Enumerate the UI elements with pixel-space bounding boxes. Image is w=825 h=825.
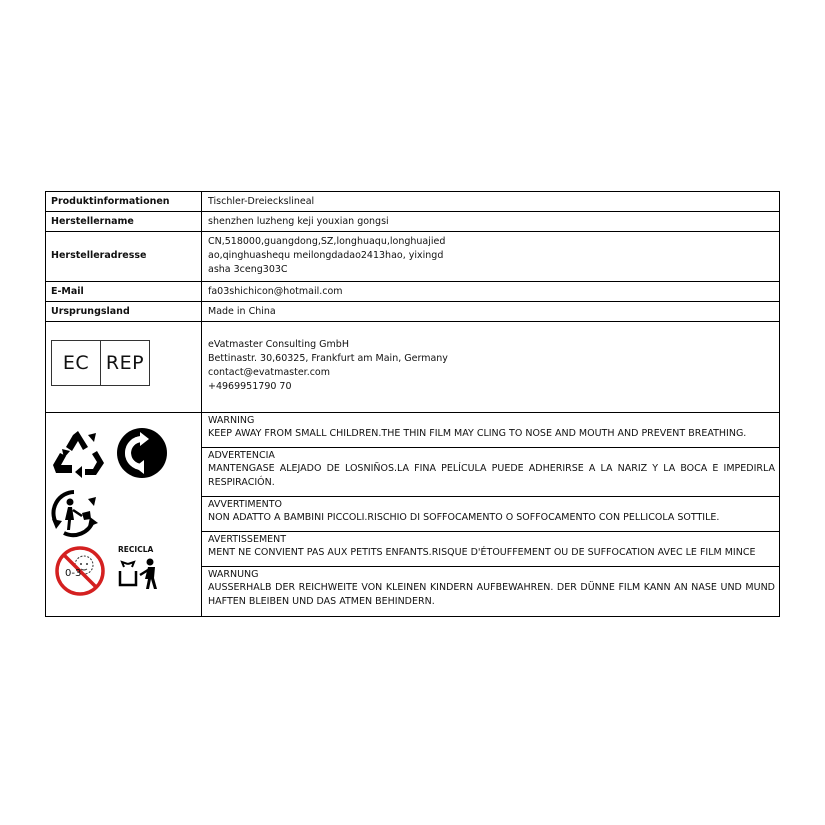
warning-heading: AVERTISSEMENT (208, 534, 287, 545)
warning-heading: ADVERTENCIA (208, 450, 275, 461)
warning-block-es (202, 448, 779, 497)
recycle-icon (52, 429, 104, 479)
ec-badge-text: EC (62, 352, 90, 374)
ec-rep-line: Bettinastr. 30,60325, Frankfurt am Main, Germany (208, 353, 448, 364)
warning-heading: AVVERTIMENTO (208, 499, 282, 510)
rep-badge-text: REP (100, 341, 149, 385)
warning-heading: WARNING (208, 415, 255, 426)
row-manufacturer-name (46, 212, 779, 232)
warning-block-it (202, 497, 779, 532)
ec-rep-line: eVatmaster Consulting GmbH (208, 339, 349, 350)
row-manufacturer-address (46, 232, 779, 282)
address-line: CN,518000,guangdong,SZ,longhuaqu,longhuajied (208, 236, 446, 247)
warning-text: KEEP AWAY FROM SMALL CHILDREN.THE THIN FILM MAY CLING TO NOSE AND MOUTH AND PREVENT BREATHING. (208, 428, 747, 439)
row-warnings (46, 413, 779, 616)
email-label: E-Mail (51, 286, 84, 297)
warning-text: MENT NE CONVIENT PAS AUX PETITS ENFANTS.RISQUE D'ÉTOUFFEMENT OU DE SUFFOCATION AVEC LE FILM MINCE (208, 547, 756, 558)
warning-block-de (202, 567, 779, 616)
manufacturer-address-value (208, 235, 445, 277)
warning-text: MANTENGASE ALEJADO DE LOSNIÑOS.LA FINA PELÍCULA PUEDE ADHERIRSE A LA NARIZ Y LA BOCA E IMPEDIRLA RESPIRACIÓN. (208, 463, 775, 488)
ec-rep-badge (51, 340, 150, 386)
ec-rep-line: contact@evatmaster.com (208, 367, 331, 378)
row-origin (46, 302, 779, 322)
email-value: fa03shichicon@hotmail.com (208, 286, 343, 297)
warning-heading: WARNUNG (208, 569, 259, 580)
manufacturer-address-label: Herstelleradresse (51, 250, 147, 261)
product-value: Tischler-Dreieckslineal (208, 196, 315, 207)
row-email (46, 282, 779, 302)
recicla-icon (118, 557, 164, 591)
origin-label: Ursprungsland (51, 306, 130, 317)
recicla-label: RECICLA (118, 545, 154, 554)
warning-block-fr (202, 532, 779, 567)
origin-value: Made in China (208, 306, 276, 317)
row-product (46, 192, 779, 212)
warning-block-en (202, 413, 779, 448)
age-badge: 0-3 (65, 568, 82, 579)
warning-text: NON ADATTO A BAMBINI PICCOLI.RISCHIO DI SOFFOCAMENTO O SOFFOCAMENTO CON PELLICOLA SOTTILE. (208, 512, 720, 523)
manufacturer-name-value: shenzhen luzheng keji youxian gongsi (208, 216, 389, 227)
tidyman-recycle-icon (50, 489, 108, 539)
manufacturer-name-label: Herstellername (51, 216, 134, 227)
row-ec-rep (46, 322, 779, 413)
address-line: ao,qinghuashequ meilongdadao2413hao, yixingd (208, 250, 444, 261)
address-line: asha 3ceng303C (208, 264, 288, 275)
product-label: Produktinformationen (51, 196, 170, 207)
product-info-table (45, 191, 780, 617)
ec-rep-line: +4969951790 70 (208, 381, 292, 392)
green-dot-icon (116, 427, 168, 479)
ec-rep-address (208, 338, 448, 394)
warning-text: AUSSERHALB DER REICHWEITE VON KLEINEN KINDERN AUFBEWAHREN. DER DÜNNE FILM KANN AN NASE UND MUND HAFTEN BLEIBEN UND DAS ATMEN BEHINDERN. (208, 582, 775, 607)
